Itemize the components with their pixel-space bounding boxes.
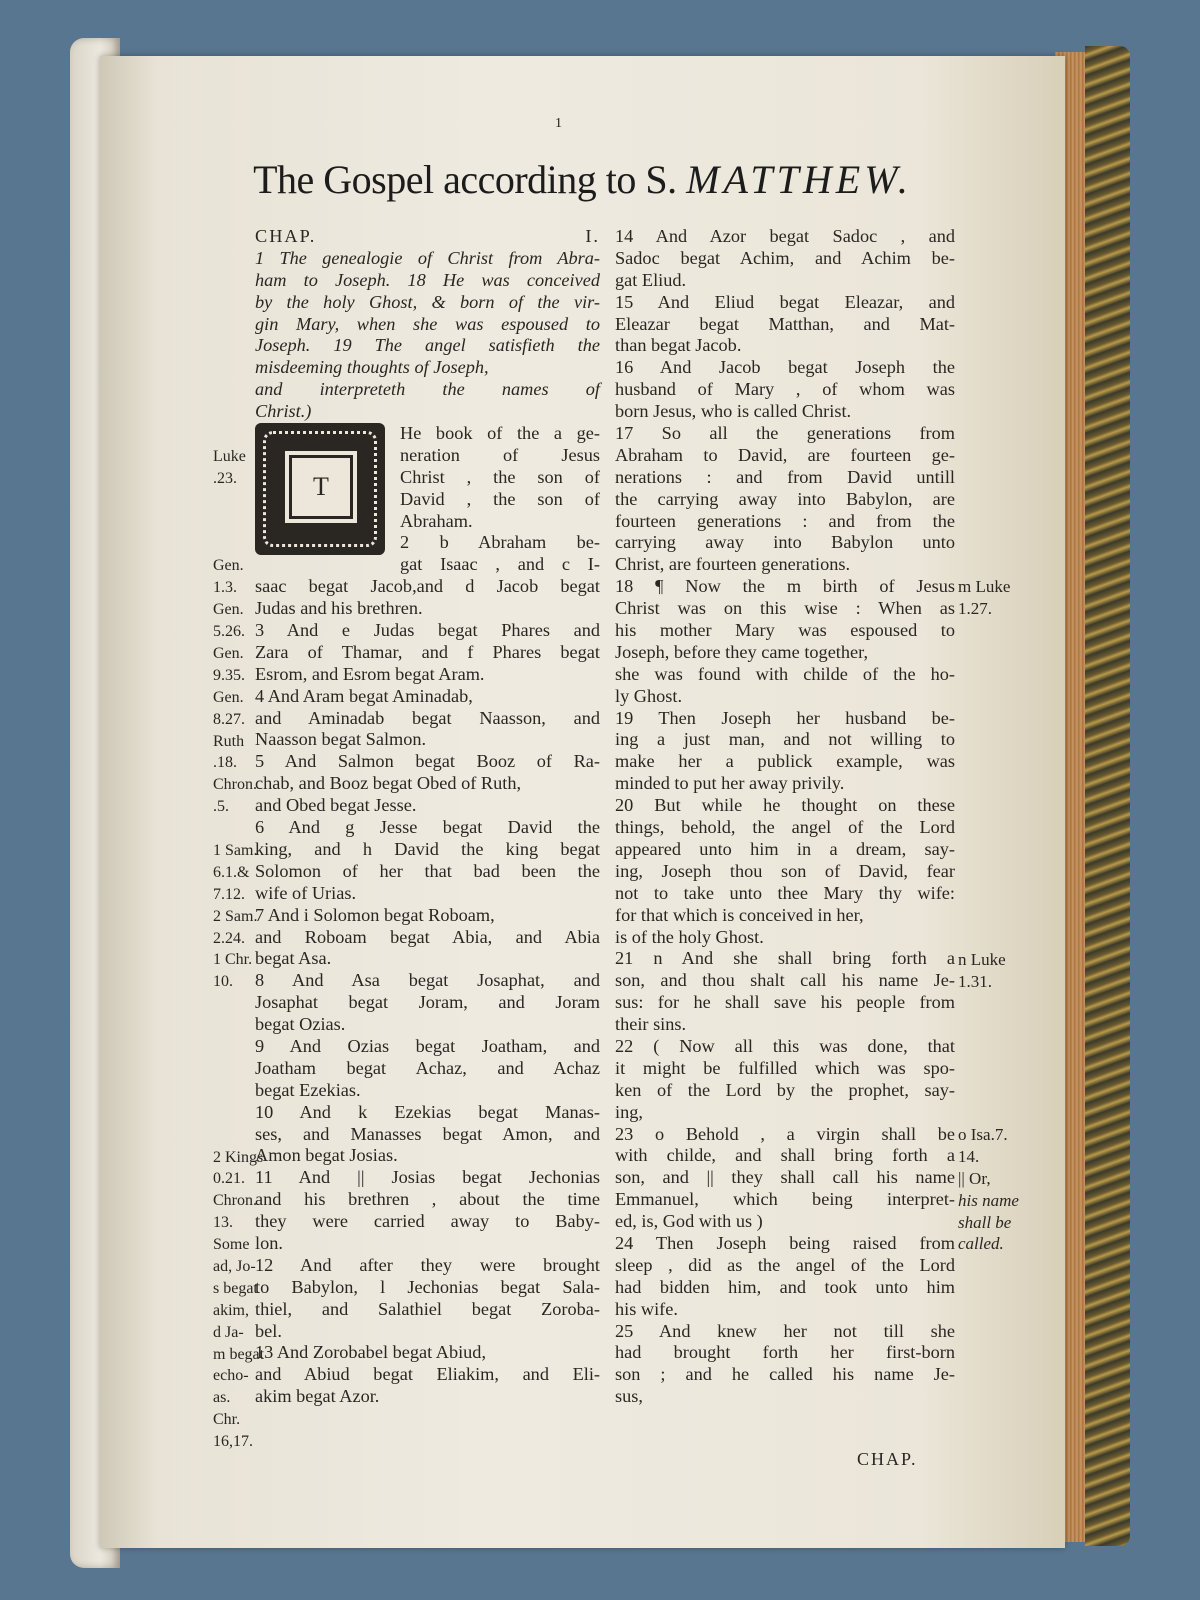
text-line: ed, is, God with us ) — [615, 1211, 763, 1232]
margin-note: Some — [213, 1236, 250, 1254]
margin-note: Gen. — [213, 601, 244, 619]
book — [70, 32, 1130, 1572]
summary-line: gin Mary, when she was espoused to — [255, 313, 600, 334]
margin-note: 2 Sam. — [213, 907, 258, 925]
dropcap-text — [400, 423, 600, 576]
text-line: 16 And Jacob begat Joseph the — [615, 357, 955, 378]
margin-note — [213, 1015, 268, 1037]
text-line: 20 But while he thought on these — [615, 795, 955, 816]
text-line: Zara of Thamar, and f Phares begat — [255, 641, 600, 662]
summary-line: by the holy Ghost, & born of the vir- — [255, 291, 600, 312]
text-line: 8 And Asa begat Josaphat, and — [255, 970, 600, 991]
text-line: carrying away into Babylon unto — [615, 532, 955, 553]
margin-note: 1 Chr. — [213, 951, 253, 969]
text-line: begat Asa. — [255, 948, 332, 969]
text-line: for that which is conceived in her, — [615, 904, 864, 925]
text-line: 13 And Zorobabel begat Abiud, — [255, 1342, 487, 1363]
text-line: ly Ghost. — [615, 685, 683, 706]
text-line: than begat Jacob. — [615, 335, 742, 356]
text-line: Christ, are fourteen generations. — [615, 554, 851, 575]
text-line: 22 ( Now all this was done, that — [615, 1035, 955, 1056]
text-line: thiel, and Salathiel begat Zoroba- — [255, 1298, 600, 1319]
margin-note: shall be — [958, 1212, 1012, 1232]
title-name: MATTHEW. — [686, 157, 912, 202]
margin-note: || Or, — [958, 1168, 991, 1188]
page-number: 1 — [555, 116, 562, 131]
text-line: and Roboam begat Abia, and Abia — [255, 926, 600, 947]
margin-note: .5. — [213, 798, 229, 816]
catchword: CHAP. — [857, 1449, 918, 1469]
margin-note — [213, 1037, 268, 1059]
page-title — [100, 156, 1065, 203]
text-line: 4 And Aram begat Aminadab, — [255, 685, 473, 706]
margin-note: Gen. — [213, 645, 244, 663]
text-line: begat Ozias. — [255, 1014, 346, 1035]
margin-note — [213, 1059, 268, 1081]
margin-note: m begat — [213, 1345, 265, 1363]
text-line: lon. — [255, 1232, 283, 1253]
margin-note: 8.27. — [213, 710, 245, 728]
margin-note: ad, Jo- — [213, 1257, 256, 1275]
margin-note: echo- — [213, 1367, 249, 1385]
margin-note: 13. — [213, 1214, 233, 1232]
margin-note: .18. — [213, 754, 237, 772]
text-line: make her a publick example, was — [615, 751, 955, 772]
text-line: 21 n And she shall bring forth a — [615, 948, 955, 969]
summary-line: ham to Joseph. 18 He was conceived — [255, 269, 600, 290]
text-line: it might be fulfilled which was spo- — [615, 1057, 955, 1078]
text-line: sleep , did as the angel of the Lord — [615, 1254, 955, 1275]
text-line: Emmanuel, which being interpret- — [615, 1189, 955, 1210]
text-line: things, behold, the angel of the Lord — [615, 817, 955, 838]
margin-note: Gen. — [213, 557, 244, 575]
text-line: 25 And knew her not till she — [615, 1320, 955, 1341]
left-verses — [255, 576, 600, 1408]
margin-note — [213, 1125, 268, 1147]
text-line: Christ , the son of — [400, 466, 600, 487]
text-line: gat Eliud. — [615, 269, 687, 290]
margin-note: 5.26. — [213, 623, 245, 641]
margin-note — [213, 1103, 268, 1125]
margin-note: s begat — [213, 1279, 258, 1297]
margin-note: akim, — [213, 1301, 249, 1319]
text-line: fourteen generations : and from the — [615, 510, 955, 531]
text-line: they were carried away to Baby- — [255, 1211, 600, 1232]
margin-note — [213, 490, 268, 512]
text-line: Joseph, before they came together, — [615, 641, 869, 662]
summary-line: and interpreteth the names of — [255, 379, 600, 400]
summary-line: 1 The genealogie of Christ from Abra- — [255, 247, 600, 268]
margin-note — [213, 993, 268, 1015]
text-line: Esrom, and Esrom begat Aram. — [255, 663, 485, 684]
margin-note: Gen. — [213, 688, 244, 706]
text-line: his mother Mary was espoused to — [615, 620, 955, 641]
margin-note: Ruth — [213, 732, 245, 750]
text-line: 3 And e Judas begat Phares and — [255, 620, 600, 641]
text-line: with childe, and shall bring forth a — [615, 1145, 955, 1166]
margin-note: n Luke — [958, 949, 1006, 969]
text-line: Naasson begat Salmon. — [255, 729, 427, 750]
initial-letter: T — [289, 455, 353, 519]
text-line: son, and || they shall call his name — [615, 1167, 955, 1188]
text-line: 5 And Salmon begat Booz of Ra- — [255, 751, 600, 772]
margin-note: d Ja- — [213, 1323, 244, 1341]
margin-note: 0.21. — [213, 1170, 245, 1188]
text-line: and Abiud begat Eliakim, and Eli- — [255, 1364, 600, 1385]
dropcap-block — [255, 423, 600, 576]
text-line: nerations : and from David untill — [615, 466, 955, 487]
text-line: minded to put her away privily. — [615, 773, 845, 794]
right-column — [615, 226, 955, 1408]
margin-note: 6.1.& — [213, 863, 250, 881]
margin-note: 1.31. — [958, 971, 992, 991]
text-line: Solomon of her that bad been the — [255, 860, 600, 881]
text-line: 19 Then Joseph her husband be- — [615, 707, 955, 728]
book-page — [100, 56, 1065, 1548]
text-line: neration of Jesus — [400, 444, 600, 465]
text-line: Amon begat Josias. — [255, 1145, 398, 1166]
text-line: 10 And k Ezekias begat Manas- — [255, 1101, 600, 1122]
text-line: 14 And Azor begat Sadoc , and — [615, 226, 955, 246]
text-line: 7 And i Solomon begat Roboam, — [255, 904, 495, 925]
text-line: his wife. — [615, 1298, 678, 1319]
text-line: appeared unto him in a dream, say- — [615, 838, 955, 859]
margin-note — [213, 512, 268, 534]
margin-note: called. — [958, 1234, 1004, 1254]
text-line: husband of Mary , of whom was — [615, 379, 955, 400]
title-main: The Gospel according to S. — [253, 157, 677, 202]
text-line: and his brethren , about the time — [255, 1189, 600, 1210]
text-line: son, and thou shalt call his name Je- — [615, 970, 955, 991]
margin-note: Chron. — [213, 1192, 257, 1210]
margin-note: 14. — [958, 1146, 980, 1166]
margin-note: 2 Kings — [213, 1148, 264, 1166]
text-line: saac begat Jacob,and d Jacob begat — [255, 576, 600, 597]
text-line: ing a just man, and not willing to — [615, 729, 955, 750]
margin-note: 1.3. — [213, 579, 237, 597]
margin-note: as. — [213, 1389, 231, 1407]
text-line: Abraham to David, are fourteen ge- — [615, 444, 955, 465]
text-line: David , the son of — [400, 488, 600, 509]
text-line: 11 And || Josias begat Jechonias — [255, 1167, 600, 1188]
chapter-summary — [255, 248, 600, 423]
text-line: Sadoc begat Achim, and Achim be- — [615, 247, 955, 268]
text-line: chab, and Booz begat Obed of Ruth, — [255, 773, 522, 794]
margin-note: 1 Sam. — [213, 842, 258, 860]
text-line: not to take unto thee Mary thy wife: — [615, 882, 955, 903]
text-line: ing, — [615, 1101, 643, 1122]
right-verses — [615, 226, 955, 1408]
text-line: 12 And after they were brought — [255, 1254, 600, 1275]
text-line: Abraham. — [400, 510, 473, 531]
margin-note: o Isa.7. — [958, 1124, 1008, 1144]
gilt-spine — [1085, 46, 1130, 1546]
text-line: 18 ¶ Now the m birth of Jesus — [615, 576, 955, 597]
text-line: she was found with childe of the ho- — [615, 663, 955, 684]
text-line: 17 So all the generations from — [615, 423, 955, 444]
summary-line: Christ.) — [255, 401, 312, 422]
text-line: their sins. — [615, 1014, 687, 1035]
margin-note: 9.35. — [213, 666, 245, 684]
margin-note — [213, 1081, 268, 1103]
text-line: and Obed begat Jesse. — [255, 795, 417, 816]
text-line: He book of the a ge- — [400, 423, 600, 444]
text-line: 6 And g Jesse begat David the — [255, 817, 600, 838]
text-line: Josaphat begat Joram, and Joram — [255, 992, 600, 1013]
text-line: ken of the Lord by the prophet, say- — [615, 1079, 955, 1100]
left-column — [255, 226, 600, 1408]
text-line: sus: for he shall save his people from — [615, 992, 955, 1013]
margin-note: .23. — [213, 469, 237, 487]
text-line: 9 And Ozias begat Joatham, and — [255, 1035, 600, 1056]
text-line: son ; and he called his name Je- — [615, 1364, 955, 1385]
margin-note: 7.12. — [213, 885, 245, 903]
text-line: ing, Joseph thou son of David, fear — [615, 860, 955, 881]
text-line: had brought forth her first-born — [615, 1342, 955, 1363]
margin-note: Chr. — [213, 1411, 241, 1429]
text-line: begat Ezekias. — [255, 1079, 361, 1100]
margin-note: his name — [958, 1190, 1019, 1210]
margin-note — [213, 818, 268, 840]
text-line: to Babylon, l Jechonias begat Sala- — [255, 1276, 600, 1297]
text-line: is of the holy Ghost. — [615, 926, 764, 947]
text-line: akim begat Azor. — [255, 1386, 380, 1407]
margin-note: 1.27. — [958, 599, 992, 619]
text-line: born Jesus, who is called Christ. — [615, 401, 852, 422]
margin-note: 10. — [213, 973, 233, 991]
text-line: had bidden him, and took unto him — [615, 1276, 955, 1297]
text-line: Christ was on this wise : When as — [615, 598, 955, 619]
chapter-heading: CHAP. I. — [255, 226, 600, 246]
text-line: king, and h David the king begat — [255, 838, 600, 859]
text-line: 24 Then Joseph being raised from — [615, 1232, 955, 1253]
text-line: gat Isaac , and c I- — [400, 554, 600, 575]
decorated-initial — [255, 423, 385, 555]
left-marginal-references — [213, 446, 268, 1453]
summary-line: misdeeming thoughts of Joseph, — [255, 357, 489, 378]
summary-line: Joseph. 19 The angel satisfieth the — [255, 335, 600, 356]
text-line: Joatham begat Achaz, and Achaz — [255, 1057, 600, 1078]
text-line: wife of Urias. — [255, 882, 357, 903]
margin-note: 2.24. — [213, 929, 245, 947]
margin-note: 16,17. — [213, 1433, 253, 1451]
margin-note: Luke — [213, 448, 246, 465]
margin-note: Chron. — [213, 776, 257, 794]
text-line: and Aminadab begat Naasson, and — [255, 707, 600, 728]
text-line: sus, — [615, 1386, 643, 1407]
text-line: Eleazar begat Matthan, and Mat- — [615, 313, 955, 334]
text-line: ses, and Manasses begat Amon, and — [255, 1123, 600, 1144]
text-line: 23 o Behold , a virgin shall be — [615, 1123, 955, 1144]
text-line: 15 And Eliud begat Eleazar, and — [615, 291, 955, 312]
text-line: the carrying away into Babylon, are — [615, 488, 955, 509]
margin-note: m Luke — [958, 577, 1011, 597]
text-line: 2 b Abraham be- — [400, 532, 600, 553]
text-line: bel. — [255, 1320, 282, 1341]
margin-note — [213, 534, 268, 556]
text-line: Judas and his brethren. — [255, 598, 423, 619]
